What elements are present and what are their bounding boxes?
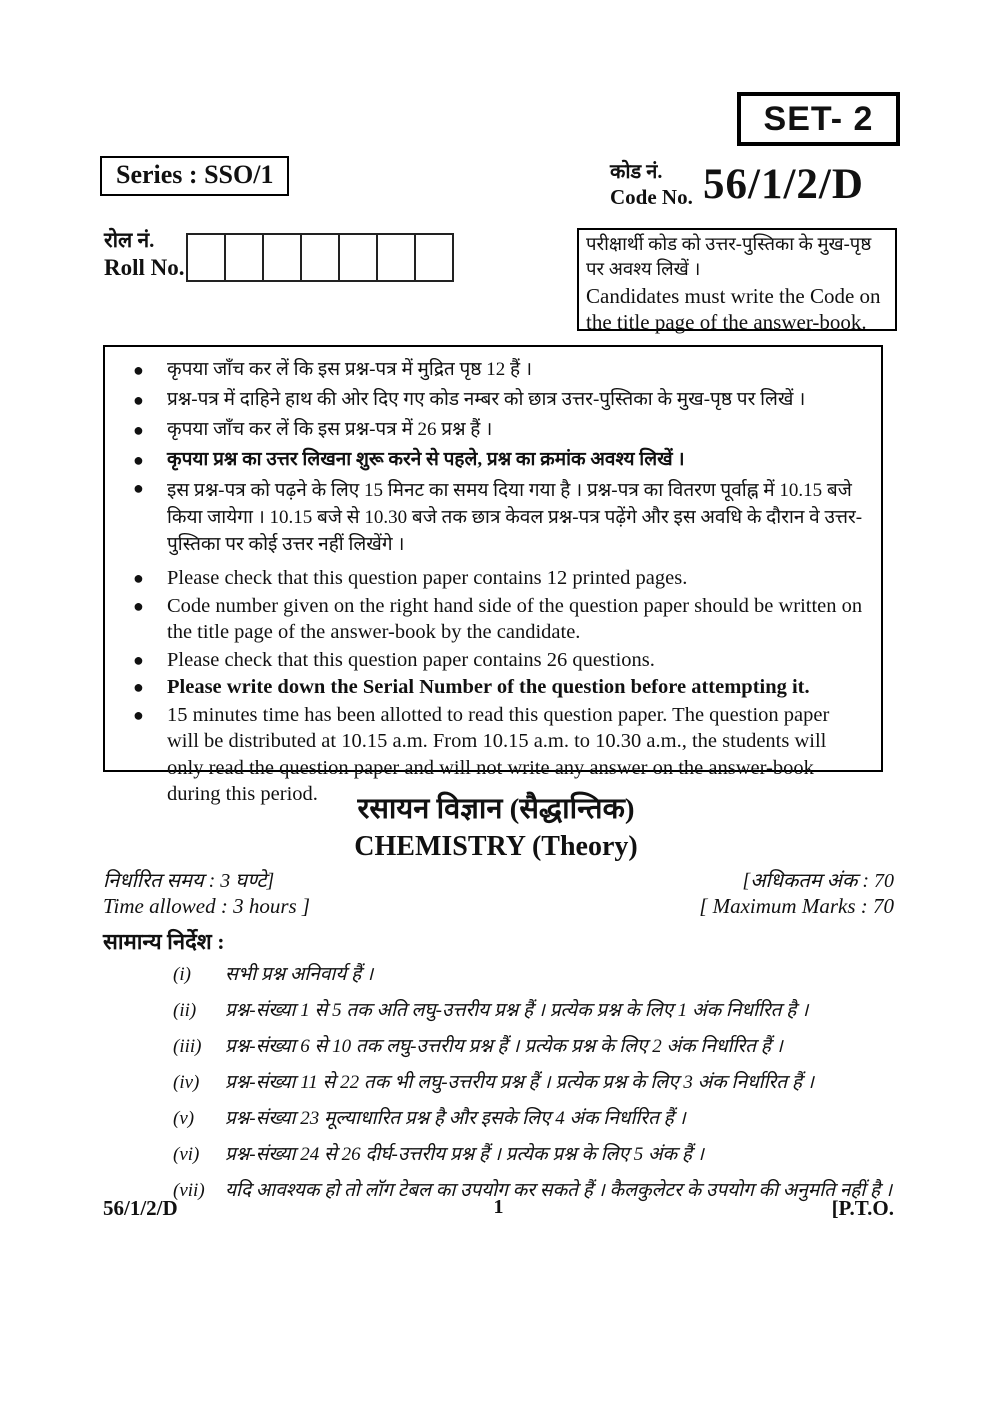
code-notice-hindi: परीक्षार्थी कोड को उत्तर-पुस्तिका के मुख-पृष्ठ पर अवश्य लिखें । (586, 235, 872, 280)
notice-bullet: ● कृपया जाँच कर लें कि इस प्रश्न-पत्र में 26 प्रश्न हैं । (105, 415, 865, 445)
instruction-item (103, 1070, 903, 1095)
bullet-icon: ● (133, 704, 144, 725)
instruction-item (103, 1106, 903, 1131)
bullet-icon: ● (133, 677, 144, 697)
instruction-number: (vii) (173, 1180, 205, 1201)
instruction-number: (vi) (173, 1144, 200, 1165)
set-number-label: SET- 2 (763, 99, 874, 138)
code-label-hindi: कोड नं. (610, 161, 663, 183)
instruction-item (103, 998, 903, 1023)
code-number-labels (610, 160, 693, 210)
code-notice-box (577, 228, 897, 334)
notice-bullet: ● 15 minutes time has been allotted to read this question paper. The question paper will be distributed at 10.15 a.m. From 10.15 a.m. to 10.30 a.m., the students will only read the question paper and will not write any answer on the answer-book during this period. (133, 703, 830, 805)
code-notice-english: Candidates must write the Code on the title page of the answer-book. (586, 284, 881, 334)
notice-box (103, 345, 883, 805)
bullet-icon: ● (133, 568, 144, 588)
bullet-icon: ● (133, 450, 144, 470)
pto-label: [P.T.O. (831, 1196, 894, 1220)
meta-row-hindi (103, 866, 894, 893)
notice-bullet: ● Please check that this question paper contains 26 questions. (105, 647, 865, 674)
instruction-text: प्रश्न-संख्या 11 से 22 तक भी लघु-उत्तरीय प्रश्न हैं । प्रत्येक प्रश्न के लिए 3 अंक निर्धारित हैं । (225, 1072, 814, 1093)
notice-hindi-bullet-list (105, 355, 865, 558)
roll-box-cell (300, 233, 340, 282)
paper-title-english: CHEMISTRY (Theory) (354, 831, 638, 862)
bullet-icon: ● (133, 595, 144, 616)
footer-code-number: 56/1/2/D (103, 1196, 178, 1220)
series-label: Series : SSO/1 (116, 160, 274, 189)
instruction-number: (i) (173, 964, 191, 985)
code-number-value: 56/1/2/D (703, 161, 864, 208)
roll-number-labels (104, 227, 185, 281)
notice-bullet: ● कृपया जाँच कर लें कि इस प्रश्न-पत्र में मुद्रित पृष्ठ 12 हैं । (105, 355, 865, 385)
time-allowed-hindi: निर्धारित समय : 3 घण्टे] (103, 870, 275, 892)
page-number: 1 (493, 1196, 504, 1218)
page-footer (103, 1196, 894, 1221)
instruction-text: प्रश्न-संख्या 6 से 10 तक लघु-उत्तरीय प्रश्न हैं । प्रत्येक प्रश्न के लिए 2 अंक निर्धारित हैं । (225, 1036, 783, 1057)
instruction-number: (iii) (173, 1036, 202, 1057)
roll-label-english: Roll No. (104, 255, 185, 280)
instruction-number: (v) (173, 1108, 195, 1129)
roll-box-cell (224, 233, 264, 282)
code-label-english: Code No. (610, 185, 693, 209)
notice-bullet: ● Please check that this question paper contains 12 printed pages. (105, 565, 865, 592)
instruction-item (103, 1034, 903, 1059)
notice-bullet: ● कृपया प्रश्न का उत्तर लिखना शुरू करने से पहले, प्रश्न का क्रमांक अवश्य लिखें । (105, 445, 865, 475)
roll-number-grid (186, 233, 454, 282)
bullet-icon: ● (133, 390, 144, 410)
instruction-text: सभी प्रश्न अनिवार्य हैं । (225, 964, 374, 985)
bullet-icon: ● (133, 420, 144, 440)
roll-box-cell (186, 233, 226, 282)
instruction-text: प्रश्न-संख्या 1 से 5 तक अति लघु-उत्तरीय प्रश्न हैं । प्रत्येक प्रश्न के लिए 1 अंक निर्धारित है । (225, 1000, 809, 1021)
meta-row-english (103, 894, 894, 919)
series-box (100, 156, 289, 196)
roll-box-cell (338, 233, 378, 282)
time-allowed-english: Time allowed : 3 hours ] (103, 894, 311, 918)
notice-bullet: ● प्रश्न-पत्र में दाहिने हाथ की ओर दिए गए कोड नम्बर को छात्र उत्तर-पुस्तिका के मुख-पृष्ठ पर लिखें । (105, 385, 865, 415)
instruction-number: (iv) (173, 1072, 200, 1093)
notice-bullet: ● इस प्रश्न-पत्र को पढ़ने के लिए 15 मिनट का समय दिया गया है । प्रश्न-पत्र का वितरण पूर्वाह्न में 10.15 बजे किया जायेगा । 10.15 बजे से 10.30 बजे तक छात्र केवल प्रश्न-पत्र पढ़ेंगे और इस अवधि के दौरान वे उत्तर-पुस्तिका पर कोई उत्तर नहीं लिखेंगे । (105, 475, 865, 558)
max-marks-english: [ Maximum Marks : 70 (699, 894, 894, 918)
bullet-icon: ● (133, 360, 144, 380)
notice-bullet: ● Please write down the Serial Number of the question before attempting it. (105, 674, 865, 701)
max-marks-hindi: [अधिकतम अंक : 70 (742, 870, 894, 892)
bullet-icon: ● (133, 478, 144, 498)
roll-box-cell (376, 233, 416, 282)
instruction-text: यदि आवश्यक हो तो लॉग टेबल का उपयोग कर सकते हैं । कैलकुलेटर के उपयोग की अनुमति नहीं है । (225, 1180, 893, 1201)
instruction-number: (ii) (173, 1000, 197, 1021)
bullet-icon: ● (133, 649, 144, 670)
notice-bullet: ● Code number given on the right hand side of the question paper should be written on the title page of the answer-book by the candidate. (133, 594, 863, 643)
instruction-item (103, 962, 903, 987)
roll-label-hindi: रोल नं. (104, 228, 155, 252)
roll-box-cell (414, 233, 454, 282)
roll-box-cell (262, 233, 302, 282)
instruction-text: प्रश्न-संख्या 23 मूल्याधारित प्रश्न है और इसके लिए 4 अंक निर्धारित हैं । (225, 1108, 686, 1129)
instruction-item (103, 1142, 903, 1167)
general-instructions-heading: सामान्य निर्देश : (103, 929, 225, 954)
paper-title-hindi: रसायन विज्ञान (सैद्धान्तिक) (357, 793, 635, 825)
general-instructions-list (103, 962, 903, 1214)
notice-english-bullet-list (105, 565, 865, 808)
instruction-text: प्रश्न-संख्या 24 से 26 दीर्घ-उत्तरीय प्रश्न हैं । प्रत्येक प्रश्न के लिए 5 अंक हैं । (225, 1144, 704, 1165)
set-number-box (737, 92, 900, 146)
